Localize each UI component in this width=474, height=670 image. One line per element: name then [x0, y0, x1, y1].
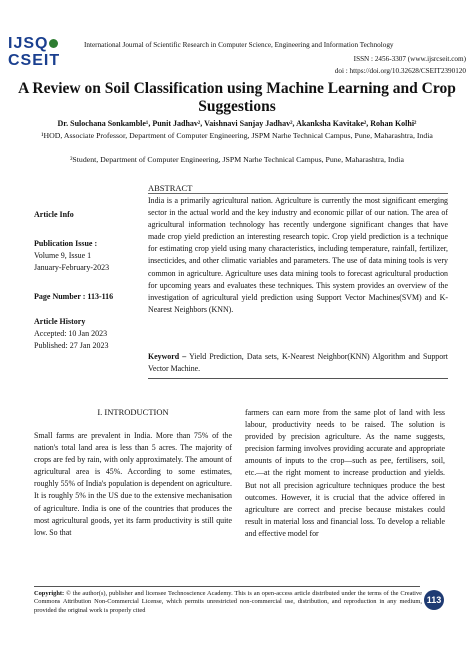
- accepted-date: Accepted: 10 Jan 2023: [34, 329, 108, 338]
- copyright-label: Copyright:: [34, 590, 65, 597]
- author-list: Dr. Sulochana Sonkamble¹, Punit Jadhav², Vaishnavi Sanjay Jadhav², Akanksha Kavitake², Rohan Kolhi²: [57, 119, 417, 128]
- paper-title: A Review on Soil Classification using Machine Learning and Crop Suggestions: [18, 80, 456, 115]
- logo-line-2: CSEIT: [8, 52, 61, 69]
- keywords: [148, 351, 448, 375]
- affiliation-1: ¹HOD, Associate Professor, Department of Computer Engineering, JSPM Narhe Technical Campus, Pune, Maharashtra, India: [41, 131, 433, 140]
- introduction-left-column: Small farms are prevalent in India. More than 75% of the nation's total land area is less than 5 acres. The majority of crops are fed by rain, with only approximately. The amount of agricultural area is 45%. According to some estimates, roughly 55% of India's population is dependent on agriculture. It is roughly 5% in the US due to the extensive mechanisation of agriculture. India is one of the countries that produces the most agricultural goods, yet its farm productivity is still quite low. So that: [34, 431, 232, 537]
- section-divider: [148, 378, 448, 379]
- published-date: Published: 27 Jan 2023: [34, 341, 109, 350]
- page-number-info: Page Number : 113-116: [34, 292, 114, 301]
- abstract-divider: [148, 193, 448, 194]
- publication-issue-label: Publication Issue :: [34, 239, 98, 248]
- copyright-notice: [34, 590, 422, 615]
- journal-logo: [8, 36, 78, 78]
- keyword-list: Yield Prediction, Data sets, K-Nearest Neighbor(KNN) Algorithm and Support Vector Machine.: [148, 352, 448, 374]
- affiliation-2: ²Student, Department of Computer Engineering, JSPM Narhe Technical Campus, Pune, Maharashtra, India: [70, 155, 404, 164]
- journal-name: International Journal of Scientific Research in Computer Science, Engineering and Information Technology: [84, 41, 394, 49]
- article-doi[interactable]: doi : https://doi.org/10.32628/CSEIT2390120: [334, 67, 466, 75]
- logo-line-1: IJSQ: [8, 35, 49, 52]
- logo-dot-icon: [49, 39, 58, 48]
- article-history-heading: Article History: [34, 317, 86, 326]
- introduction-right-column: farmers can earn more from the same plot of land with less labour, productivity needs to be raised. The solution is provided by precision agriculture. As the name suggests, precision farming involves providing accurate and appropriate amounts of inputs to the crop—such as pee, fertilisers, soil, etc.—at the right moment to increase production and yields. But not all precision agriculture techniques produce the best outcomes. However, it is crucial that the advice offered in agriculture are correct and precise because mistakes could result in material loss and financial loss. To develop a reliable and effective model for: [245, 408, 445, 538]
- footer-divider: [34, 586, 420, 587]
- abstract-heading: ABSTRACT: [148, 183, 193, 193]
- page-number-badge: 113: [424, 590, 444, 610]
- keyword-label: Keyword –: [148, 352, 187, 361]
- journal-issn: ISSN : 2456-3307 (www.ijsrcseit.com): [353, 55, 466, 63]
- volume-issue: Volume 9, Issue 1: [34, 251, 92, 260]
- copyright-text: © the author(s), publisher and licensee Technoscience Academy. This is an open-access article distributed under the terms of the Creative Commons Attribution Non-Commercial License, which permits unrestricted non-commercial use, distribution, and reproduction in any medium, provided the original work is properly cited: [34, 590, 422, 614]
- issue-date: January-February-2023: [34, 263, 110, 272]
- introduction-heading: I. INTRODUCTION: [97, 407, 169, 417]
- article-info-heading: Article Info: [34, 210, 74, 219]
- abstract-text: India is a primarily agricultural nation. Agriculture is currently the most significant emerging sector in the actual world and the key industry and economic pillar of our nation. The area of agricultural information technology has recently undergone significant changes that have made crop yield prediction an interesting research topic. Crop yield prediction is a technique for estimating crop yield using many characteristics, including temperature, rainfall, fertilizer, insecticides, and other climatic variables and parameters. The use of data mining tools is very common in agriculture. Agriculture uses data mining tools to forecast agricultural production for upcoming years and evaluates these techniques. This system provides an overview of the investigation of agricultural yield prediction using Support Vector Machines(SVM) and K-Nearest Neighbors (KNN).: [148, 196, 448, 314]
